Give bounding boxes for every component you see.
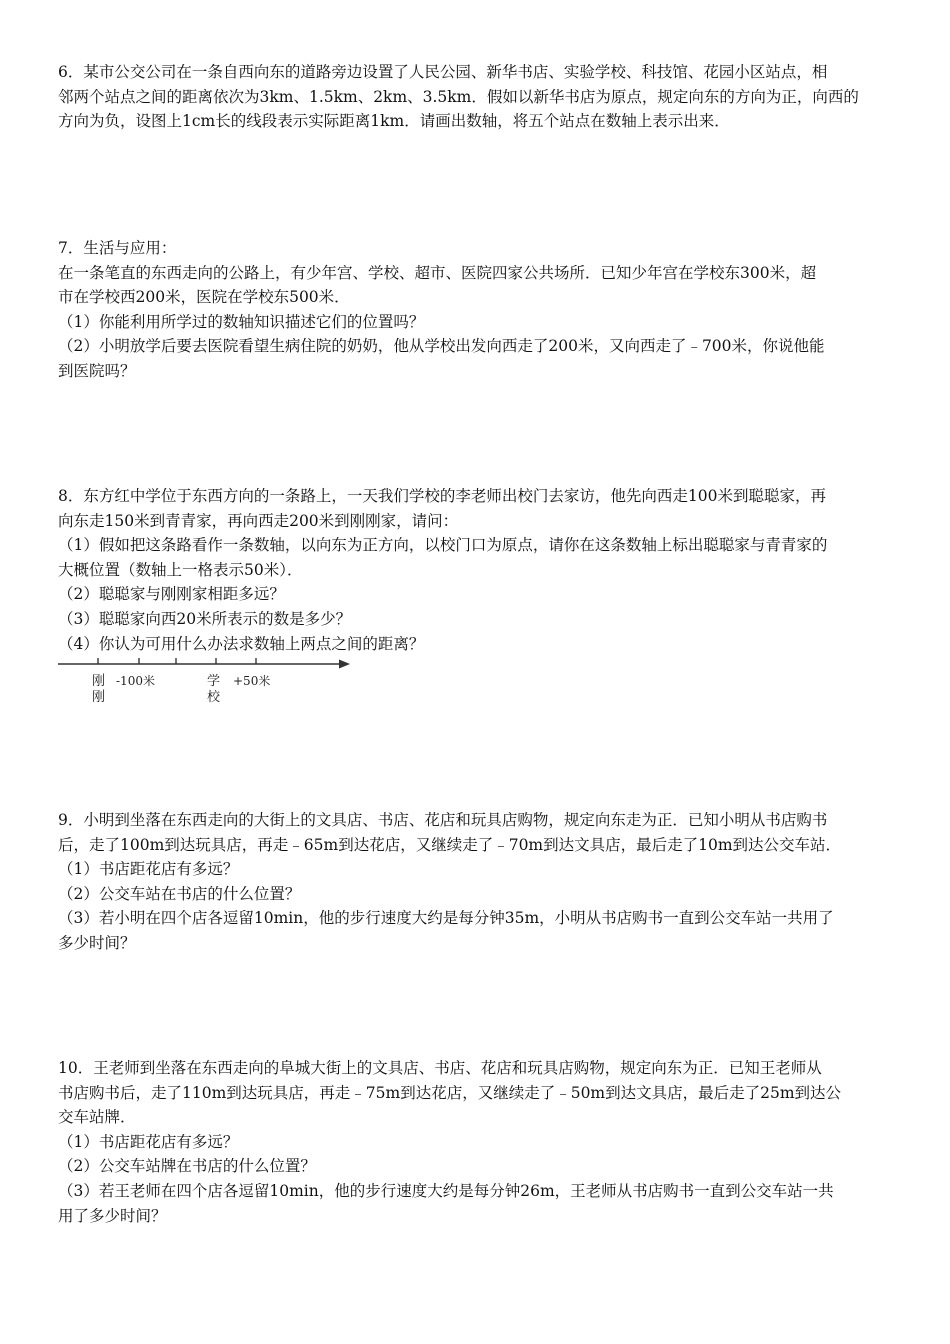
problem-8-line-3: （1）假如把这条路看作一条数轴，以向东为正方向，以校门口为原点，请你在这条数轴上标出聪聪家与青青家的 [58, 536, 828, 555]
label-neg100: -100米 [116, 674, 155, 688]
label-pos50: +50米 [233, 674, 271, 688]
problem-8-line-7: （4）你认为可用什么办法求数轴上两点之间的距离？ [58, 634, 425, 653]
problem-7-line-4: （1）你能利用所学过的数轴知识描述它们的位置吗？ [58, 312, 425, 331]
problem-9-line-2: 后，走了100m到达玩具店，再走﹣65m到达花店，又继续走了﹣70m到达文具店，最后走了10m到达公交车站． [58, 835, 842, 854]
label-school-1: 学 [207, 674, 221, 689]
problem-7-line-6: 到医院吗？ [58, 361, 136, 380]
problem-10-line-6: （3）若王老师在四个店各逗留10min，他的步行速度大约是每分钟26m，王老师从书店购书一直到公交车站一共 [58, 1181, 834, 1200]
problem-6 [58, 60, 898, 134]
problem-6-line-3: 方向为负，设图上1cm长的线段表示实际距离1km．请画出数轴，将五个站点在数轴上表示出来． [58, 112, 730, 131]
problem-10-line-3: 交车站牌． [58, 1108, 136, 1127]
problem-9-line-6: 多少时间？ [58, 933, 136, 952]
problem-9-line-5: （3）若小明在四个店各逗留10min，他的步行速度大约是每分钟35m，小明从书店购书一直到公交车站一共用了 [58, 909, 834, 928]
problem-8-line-5: （2）聪聪家与刚刚家相距多远？ [58, 585, 285, 604]
problem-9 [58, 808, 898, 956]
problem-8-line-2: 向东走150米到青青家，再向西走200米到刚刚家，请问： [58, 511, 459, 530]
problem-8-line-6: （3）聪聪家向西20米所表示的数是多少？ [58, 609, 352, 628]
problem-9-line-1: 9．小明到坐落在东西走向的大街上的文具店、书店、花店和玩具店购物，规定向东走为正．已知小明从书店购书 [58, 811, 828, 829]
problem-8 [58, 484, 898, 656]
label-gang-1: 刚 [92, 674, 106, 689]
label-school-2: 校 [207, 690, 221, 705]
problem-7-line-2: 在一条笔直的东西走向的公路上，有少年宫、学校、超市、医院四家公共场所．已知少年宫在学校东300米，超 [58, 263, 817, 282]
problem-10 [58, 1056, 898, 1228]
problem-9-line-4: （2）公交车站在书店的什么位置？ [58, 884, 301, 903]
problem-7-line-5: （2）小明放学后要去医院看望生病住院的奶奶，他从学校出发向西走了200米，又向西走了﹣700米，你说他能 [58, 337, 825, 356]
problem-10-line-4: （1）书店距花店有多远？ [58, 1132, 239, 1151]
number-line-arrow-icon [339, 660, 350, 669]
problem-10-line-7: 用了多少时间？ [58, 1206, 167, 1225]
problem-7-line-1: 7．生活与应用： [58, 239, 177, 257]
problem-6-line-2: 邻两个站点之间的距离依次为3km、1.5km、2km、3.5km．假如以新华书店为原点，规定向东的方向为正，向西的 [58, 87, 859, 106]
problem-9-line-3: （1）书店距花店有多远？ [58, 860, 239, 879]
problem-8-line-4: 大概位置（数轴上一格表示50米）． [58, 560, 303, 579]
problem-8-line-1: 8．东方红中学位于东西方向的一条路上，一天我们学校的李老师出校门去家访，他先向西走100米到聪聪家，再 [58, 487, 826, 505]
label-gang-2: 刚 [92, 690, 106, 705]
problem-10-line-1: 10．王老师到坐落在东西走向的阜城大街上的文具店、书店、花店和玩具店购物，规定向东为正．已知王老师从 [58, 1059, 822, 1077]
problem-6-line-1: 6．某市公交公司在一条自西向东的道路旁边设置了人民公园、新华书店、实验学校、科技馆、花园小区站点，相 [58, 63, 828, 81]
problem-10-line-2: 书店购书后，走了110m到达玩具店，再走﹣75m到达花店，又继续走了﹣50m到达文具店，最后走了25m到达公 [58, 1083, 842, 1102]
problem-7 [58, 236, 898, 384]
number-line-figure [56, 654, 356, 714]
problem-7-line-3: 市在学校西200米，医院在学校东500米． [58, 288, 350, 307]
problem-10-line-5: （2）公交车站牌在书店的什么位置？ [58, 1157, 316, 1176]
